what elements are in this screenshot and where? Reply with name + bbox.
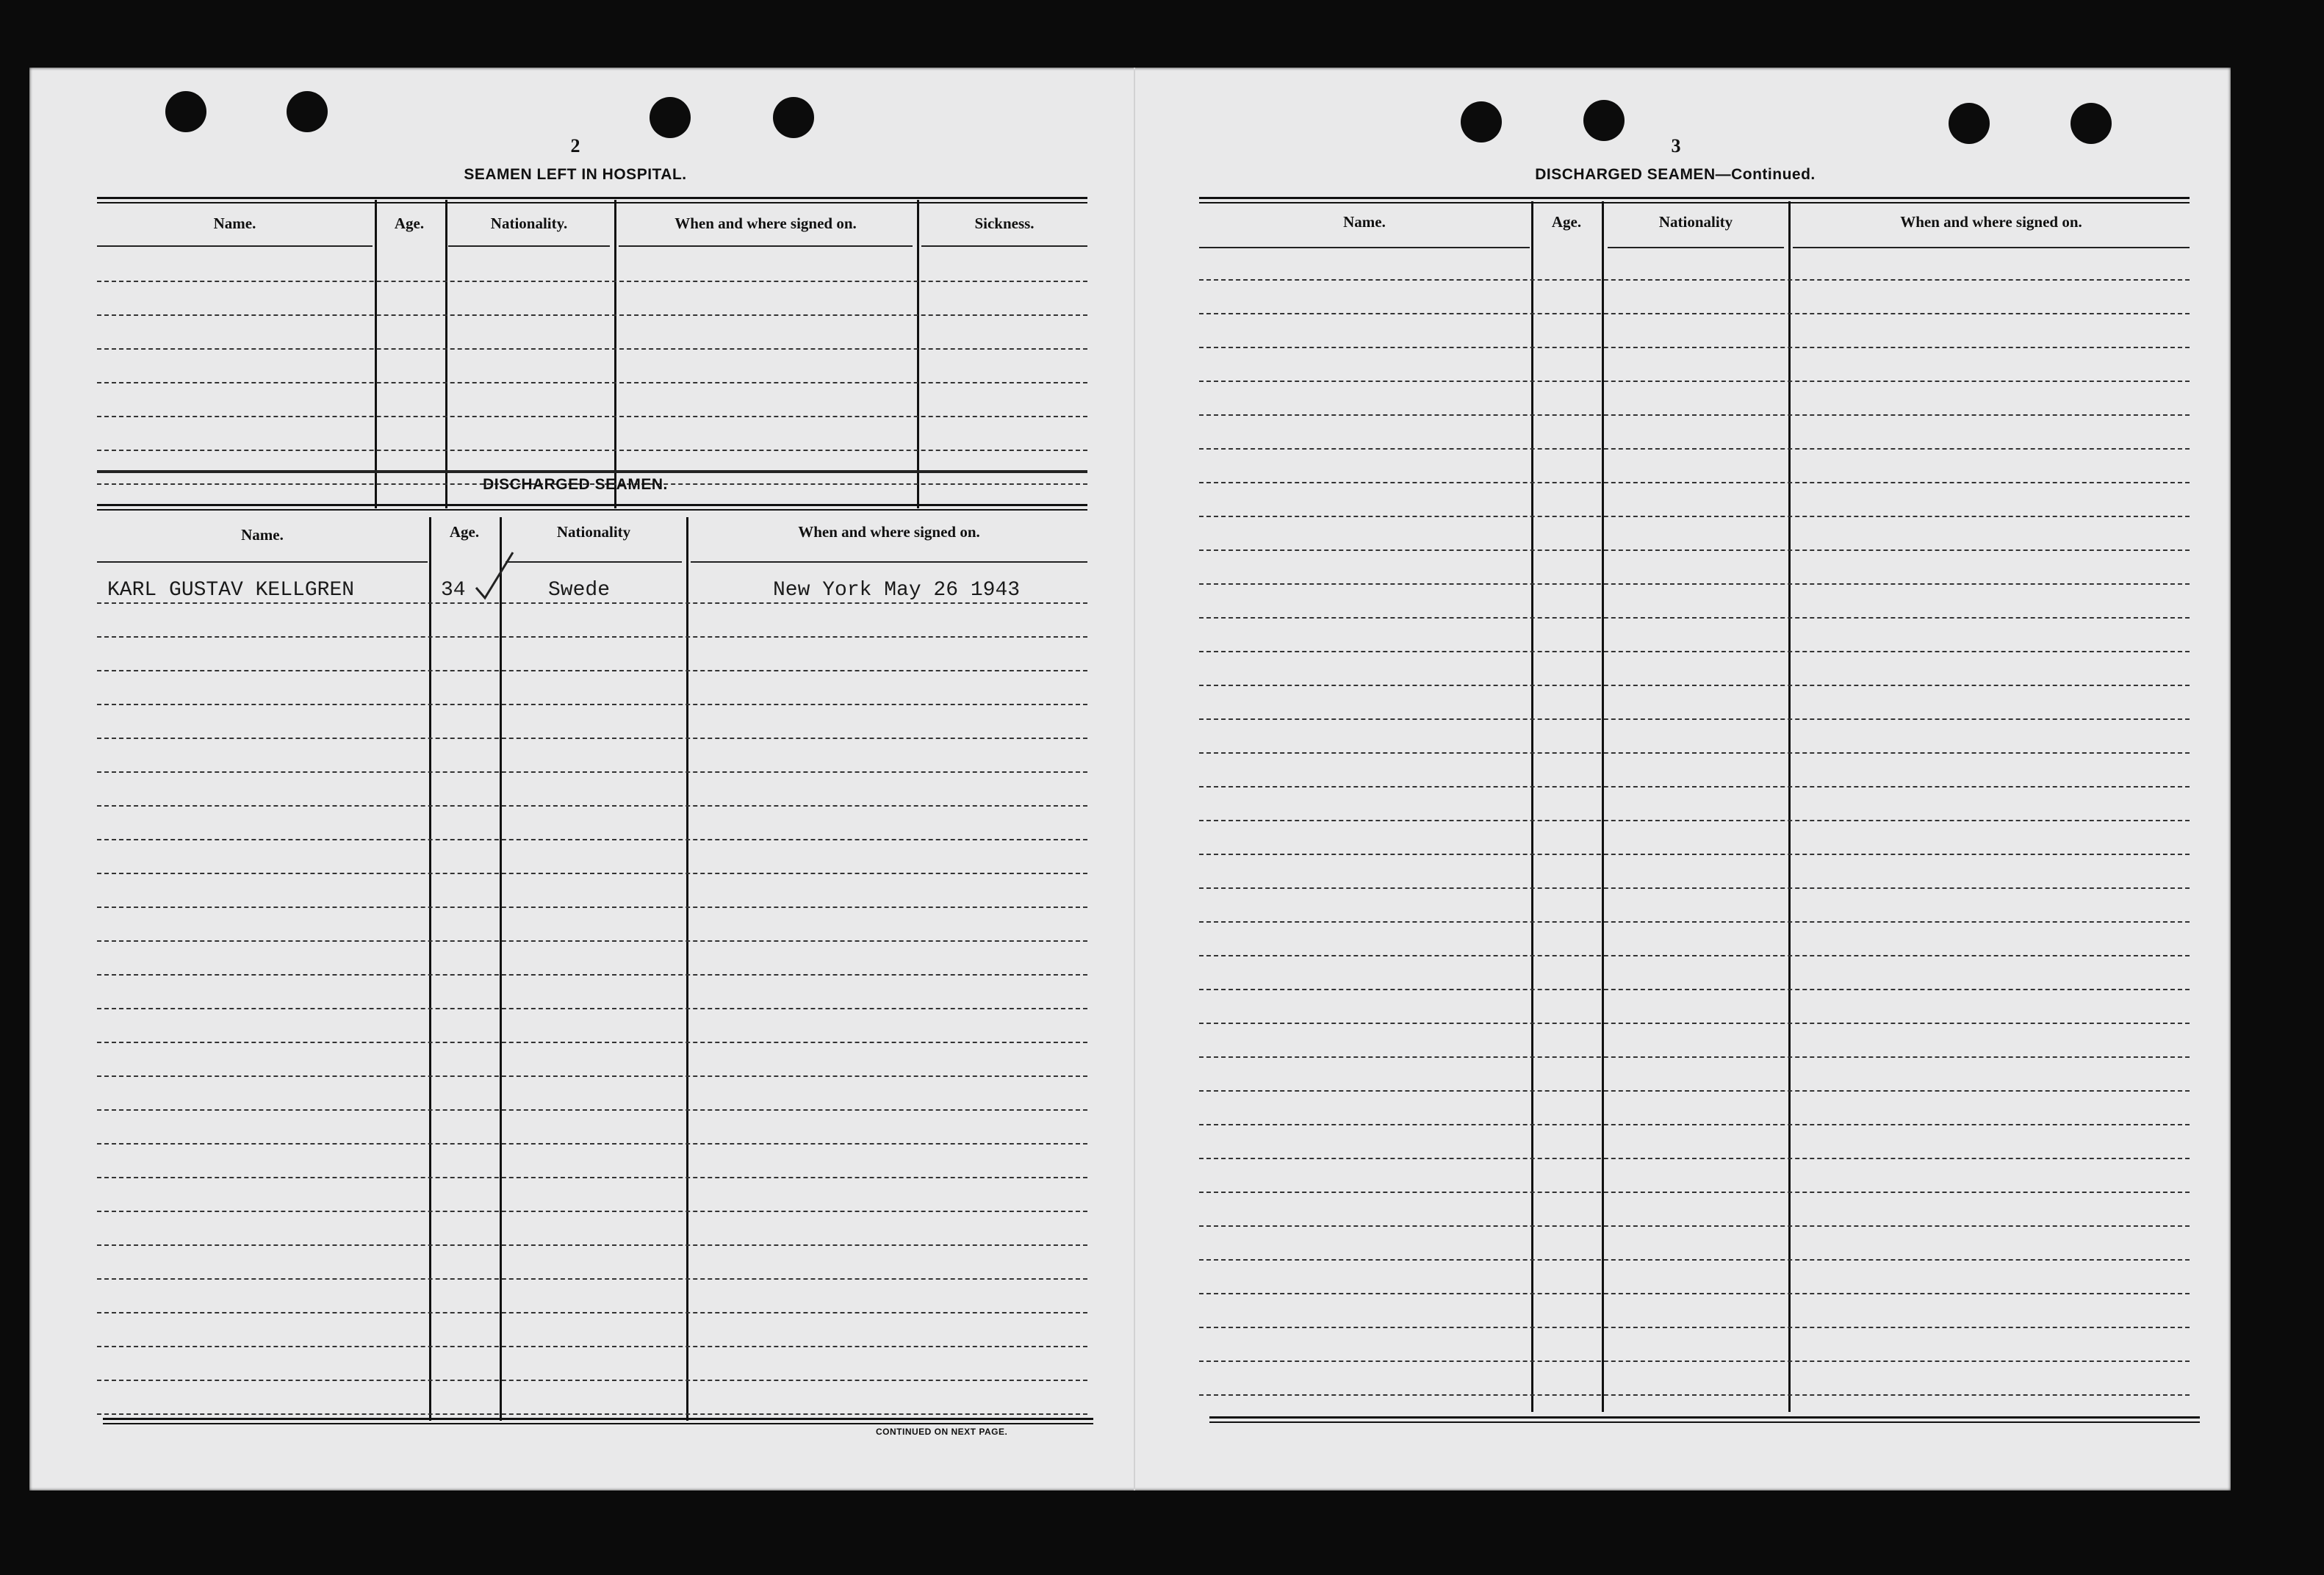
col-header-name: Name. xyxy=(241,526,284,544)
table-row xyxy=(97,1413,1087,1415)
punch-hole xyxy=(287,91,328,132)
bottom-rule xyxy=(103,1418,1093,1420)
column-divider xyxy=(429,517,431,1421)
discharged-table xyxy=(97,517,1096,1487)
entry-name: KARL GUSTAV KELLGREN xyxy=(107,579,355,602)
col-header-signed-on: When and where signed on. xyxy=(1900,213,2082,231)
table-row xyxy=(97,1346,1087,1347)
col-header-name: Name. xyxy=(213,215,256,232)
punch-hole xyxy=(1949,103,1990,144)
table-row xyxy=(1199,651,2190,652)
table-row xyxy=(1199,516,2190,517)
col-header-nationality: Nationality. xyxy=(490,215,568,232)
table-row xyxy=(97,1380,1087,1381)
table-row xyxy=(97,636,1087,638)
header-underline xyxy=(97,245,373,247)
table-row xyxy=(1199,482,2190,483)
table-row xyxy=(1199,1023,2190,1024)
punch-hole xyxy=(1461,101,1502,143)
column-divider xyxy=(1602,201,1604,1412)
header-underline xyxy=(1199,247,1530,248)
table-row xyxy=(1199,313,2190,314)
table-row xyxy=(1199,1259,2190,1261)
table-row xyxy=(1199,685,2190,686)
table-row xyxy=(97,839,1087,840)
continued-note: CONTINUED ON NEXT PAGE. xyxy=(876,1427,1008,1437)
table-row xyxy=(1199,989,2190,990)
table-row xyxy=(1199,279,2190,281)
table-row xyxy=(97,704,1087,705)
table-row xyxy=(1199,1225,2190,1227)
table-row xyxy=(1199,549,2190,551)
header-underline xyxy=(921,245,1087,247)
entry-signed-on: New York May 26 1943 xyxy=(773,579,1021,602)
header-rule xyxy=(97,197,1087,199)
table-row xyxy=(1199,718,2190,720)
table-row xyxy=(1199,921,2190,923)
header-underline xyxy=(506,561,682,563)
punch-hole xyxy=(165,91,206,132)
discharged-section-title: DISCHARGED SEAMEN. xyxy=(483,476,668,493)
header-rule xyxy=(97,504,1087,506)
table-row xyxy=(97,907,1087,908)
table-row xyxy=(1199,347,2190,348)
column-divider xyxy=(686,517,688,1421)
table-row xyxy=(97,1008,1087,1009)
table-row xyxy=(97,1042,1087,1043)
table-row xyxy=(97,738,1087,739)
table-row xyxy=(97,805,1087,807)
page-number: 2 xyxy=(570,135,580,156)
continued-section-title: DISCHARGED SEAMEN—Continued. xyxy=(1535,166,1816,183)
table-row xyxy=(1199,381,2190,382)
entry-nationality: Swede xyxy=(548,579,611,602)
table-row xyxy=(1199,786,2190,788)
check-mark-icon xyxy=(472,549,516,601)
section-divider xyxy=(97,470,1087,473)
document-sheet xyxy=(29,68,2231,1491)
table-row xyxy=(97,771,1087,773)
table-row xyxy=(1199,1192,2190,1193)
col-header-age: Age. xyxy=(449,523,480,541)
table-row xyxy=(97,450,1087,451)
table-row xyxy=(97,1143,1087,1145)
table-row xyxy=(97,1177,1087,1178)
column-divider xyxy=(614,200,616,508)
table-row xyxy=(1199,1360,2190,1362)
discharged-continued-table xyxy=(1199,213,2198,1484)
col-header-nationality: Nationality xyxy=(556,523,631,541)
table-row xyxy=(97,1244,1087,1246)
col-header-age: Age. xyxy=(1551,213,1582,231)
table-row xyxy=(97,281,1087,282)
hospital-section-title: SEAMEN LEFT IN HOSPITAL. xyxy=(464,166,687,183)
column-divider xyxy=(1531,201,1533,1412)
column-divider xyxy=(1788,201,1791,1412)
table-row xyxy=(1199,955,2190,956)
column-divider xyxy=(445,200,447,508)
table-row xyxy=(1199,1158,2190,1159)
table-row xyxy=(1199,887,2190,889)
bottom-rule xyxy=(1209,1416,2200,1419)
col-header-signed-on: When and where signed on. xyxy=(798,523,980,541)
punch-hole xyxy=(650,97,691,138)
table-row xyxy=(97,1312,1087,1313)
table-row xyxy=(1199,617,2190,619)
table-row xyxy=(1199,1394,2190,1396)
page-number: 3 xyxy=(1671,135,1681,156)
column-divider xyxy=(917,200,919,508)
table-row xyxy=(97,1109,1087,1111)
table-row xyxy=(1199,1056,2190,1058)
header-underline xyxy=(448,245,610,247)
header-underline xyxy=(619,245,913,247)
punch-hole xyxy=(773,97,814,138)
header-underline xyxy=(1793,247,2190,248)
table-row xyxy=(1199,1293,2190,1294)
table-row xyxy=(1199,414,2190,416)
table-row xyxy=(1199,854,2190,855)
table-row xyxy=(1199,1124,2190,1125)
header-rule xyxy=(1199,197,2190,199)
table-row xyxy=(1199,583,2190,585)
table-row xyxy=(97,940,1087,942)
col-header-nationality: Nationality xyxy=(1658,213,1733,231)
table-row xyxy=(97,1211,1087,1212)
entry-age: 34 xyxy=(441,579,466,602)
table-row xyxy=(97,873,1087,874)
table-row xyxy=(97,670,1087,671)
table-row xyxy=(97,314,1087,316)
table-row xyxy=(1199,752,2190,754)
table-row xyxy=(97,416,1087,417)
col-header-signed-on: When and where signed on. xyxy=(674,215,857,232)
col-header-name: Name. xyxy=(1343,213,1386,231)
header-underline xyxy=(691,561,1087,563)
table-row xyxy=(1199,1090,2190,1092)
table-row xyxy=(1199,448,2190,450)
column-divider xyxy=(500,517,502,1421)
table-row xyxy=(97,974,1087,976)
table-row xyxy=(97,382,1087,383)
table-row xyxy=(1199,1327,2190,1328)
col-header-sickness: Sickness. xyxy=(974,215,1035,232)
page-fold xyxy=(1134,68,1135,1491)
table-row xyxy=(97,348,1087,350)
header-underline xyxy=(97,561,428,563)
column-divider xyxy=(375,200,377,508)
table-row xyxy=(97,1075,1087,1077)
punch-hole xyxy=(2071,103,2112,144)
table-row xyxy=(97,1278,1087,1280)
table-row xyxy=(1199,820,2190,821)
header-underline xyxy=(1608,247,1784,248)
table-row xyxy=(97,602,1087,604)
col-header-age: Age. xyxy=(394,215,425,232)
